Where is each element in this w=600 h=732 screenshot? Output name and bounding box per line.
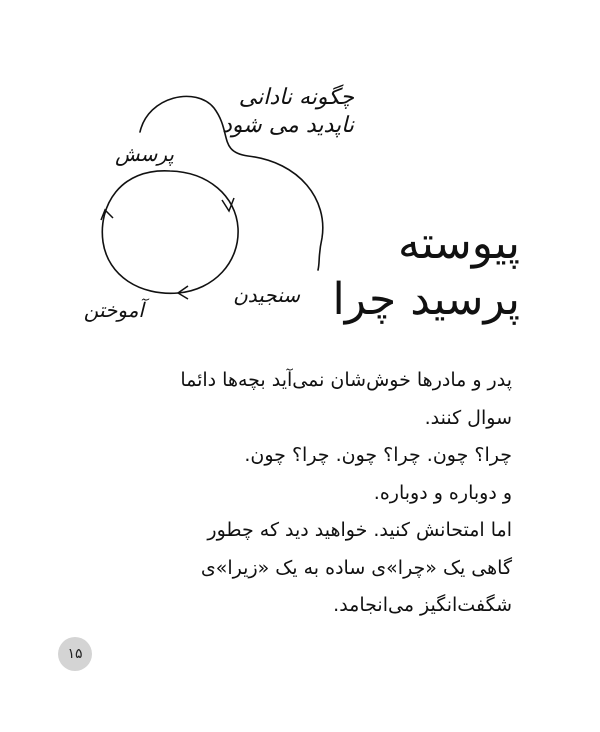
sketch-note-line-1: چگونه نادانی — [238, 85, 354, 110]
page-number-badge — [58, 637, 92, 671]
cycle-label-questioning: پرسش — [115, 142, 174, 166]
body-paragraph-7: شگفت‌انگیز می‌انجامد. — [333, 594, 512, 616]
cycle-label-learning: آموختن — [83, 298, 144, 322]
body-paragraph-1: پدر و مادرها خوش‌شان نمی‌آید بچه‌ها دائما — [180, 369, 512, 391]
title-line-2: پرسید چرا — [332, 274, 520, 325]
sketch-note-line-2: ناپدید می شود — [222, 113, 354, 138]
body-paragraph-3: چرا؟ چون. چرا؟ چون. چرا؟ چون. — [244, 444, 512, 466]
title-line-1: پیوسته — [398, 218, 520, 269]
page-number: ۱۵ — [67, 646, 83, 662]
cycle-label-evaluating: سنجیدن — [233, 283, 300, 307]
body-text — [100, 362, 512, 625]
body-paragraph-4: و دوباره و دوباره. — [373, 481, 512, 504]
body-paragraph-2: سوال کنند. — [424, 406, 512, 429]
body-paragraph-6: گاهی یک «چرا»ی ساده به یک «زیرا»ی — [200, 556, 512, 579]
body-paragraph-5: اما امتحانش کنید. خواهید دید که چطور — [207, 519, 512, 541]
cycle-circle — [102, 171, 238, 293]
